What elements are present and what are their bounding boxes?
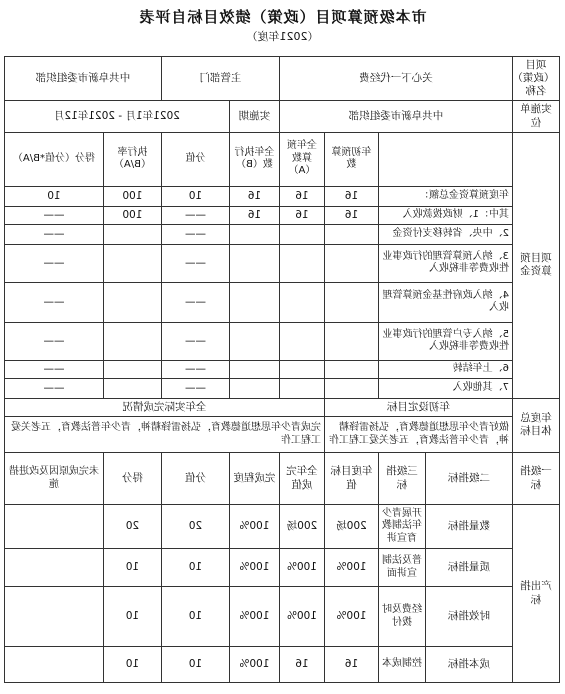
ind-header-level3: 三级指标	[379, 453, 426, 505]
ind-actual: 100%	[279, 587, 324, 647]
budget-row-score: ——	[4, 282, 103, 322]
ind-actual: 100%	[279, 549, 324, 587]
budget-row-score: 10	[4, 186, 103, 206]
budget-row-weight: 10	[161, 186, 229, 206]
budget-row-label: 4、纳入政府性基金预算管理收入	[379, 282, 513, 322]
budget-row-rate	[103, 360, 161, 378]
page-title: 市本级预算项目（政策）绩效目标自评表	[138, 8, 427, 26]
budget-row	[4, 378, 559, 398]
budget-row-rate	[103, 378, 161, 398]
unit-value: 中共阜新市委组织部	[279, 101, 512, 132]
project-name-value: 关心下一代经费	[279, 57, 512, 101]
goals-header-row	[4, 398, 559, 416]
budget-row	[4, 360, 559, 378]
ind-level2: 质量指标	[426, 549, 513, 587]
budget-row-weight: ——	[161, 282, 229, 322]
ind-score: 10	[103, 647, 161, 683]
budget-row	[4, 186, 559, 206]
budget-row-annual	[279, 282, 324, 322]
info-row-unit	[4, 101, 559, 132]
ind-actual: 16	[279, 647, 324, 683]
period-label: 实施期	[229, 101, 279, 132]
ind-weight: 10	[161, 587, 229, 647]
ind-target: 200场	[325, 505, 379, 549]
budget-row-initial: 16	[325, 206, 379, 224]
ind-target: 16	[325, 647, 379, 683]
budget-row-label: 6、上年结转	[379, 360, 513, 378]
budget-header-executed: 全年执行数（B）	[229, 132, 279, 186]
ind-score: 10	[103, 587, 161, 647]
budget-row-score: ——	[4, 206, 103, 224]
budget-row-label: 其中：1、财政拨款收入	[379, 206, 513, 224]
ind-level2: 时效指标	[426, 587, 513, 647]
budget-row-initial	[325, 282, 379, 322]
ind-level3: 开展青少年法制教育宣讲	[379, 505, 426, 549]
budget-header-rate: 执行率（B/A）	[103, 132, 161, 186]
budget-row-initial	[325, 224, 379, 244]
goals-content-row	[4, 417, 559, 453]
budget-row-initial: 16	[325, 186, 379, 206]
budget-row-label: 3、纳入预算管理的行政事业性收费等非税收入	[379, 244, 513, 282]
budget-row-score: ——	[4, 360, 103, 378]
ind-reason	[4, 505, 103, 549]
ind-reason	[4, 647, 103, 683]
indicator-row	[4, 505, 559, 549]
ind-level3: 经费及时拨付	[379, 587, 426, 647]
budget-header-score: 得分（分值*B/A）	[4, 132, 103, 186]
indicator-row	[4, 587, 559, 647]
budget-header-weight: 分值	[161, 132, 229, 186]
page-subtitle: （2021年度）	[246, 30, 319, 43]
ind-target: 100%	[325, 587, 379, 647]
budget-row-annual	[279, 244, 324, 282]
budget-header-annual: 全年预算数（A）	[279, 132, 324, 186]
budget-row-annual: 16	[279, 206, 324, 224]
budget-row	[4, 322, 559, 360]
ind-weight: 10	[161, 647, 229, 683]
ind-header-target: 年度目标值	[325, 453, 379, 505]
goals-planned-header: 年初设定目标	[325, 398, 513, 416]
budget-row-label: 5、纳入专户管理的行政事业性收费等非税收入	[379, 322, 513, 360]
budget-row-score: ——	[4, 244, 103, 282]
ind-target: 100%	[325, 549, 379, 587]
budget-section-label: 项目预算资金	[513, 132, 560, 398]
budget-row	[4, 224, 559, 244]
ind-header-score: 得分	[103, 453, 161, 505]
budget-row-annual	[279, 378, 324, 398]
budget-row-rate	[103, 322, 161, 360]
ind-score: 20	[103, 505, 161, 549]
indicators-header-row	[4, 453, 559, 505]
ind-level3: 普及法制宣讲面	[379, 549, 426, 587]
budget-row-annual	[279, 360, 324, 378]
evaluation-table	[4, 56, 560, 683]
ind-reason	[4, 549, 103, 587]
budget-row	[4, 282, 559, 322]
ind-score: 10	[103, 549, 161, 587]
budget-header-item	[379, 132, 513, 186]
ind-completion: 100%	[229, 587, 279, 647]
budget-row-score: ——	[4, 322, 103, 360]
ind-weight: 10	[161, 549, 229, 587]
ind-level2: 数量指标	[426, 505, 513, 549]
ind-header-reason: 未完成原因及改进措施	[4, 453, 103, 505]
dept-label: 主管部门	[161, 57, 279, 101]
budget-row-weight: ——	[161, 360, 229, 378]
budget-row-annual	[279, 322, 324, 360]
budget-row-label: 2、中央、省转移支付资金	[379, 224, 513, 244]
budget-header-initial: 年初预算数	[325, 132, 379, 186]
budget-row-label: 7、其他收入	[379, 378, 513, 398]
budget-row-weight: ——	[161, 322, 229, 360]
ind-header-weight: 分值	[161, 453, 229, 505]
budget-row-initial	[325, 360, 379, 378]
info-row-project	[4, 57, 559, 101]
budget-row-score: ——	[4, 378, 103, 398]
project-name-label: 项目（政策）名称	[513, 57, 560, 101]
ind-reason	[4, 587, 103, 647]
budget-row-rate: 100	[103, 186, 161, 206]
ind-header-actual: 全年完成值	[279, 453, 324, 505]
ind-level3: 控制成本	[379, 647, 426, 683]
goals-section-label: 年度总体目标	[513, 398, 560, 452]
budget-row-initial	[325, 378, 379, 398]
budget-row-weight: ——	[161, 224, 229, 244]
ind-weight: 20	[161, 505, 229, 549]
ind-actual: 200场	[279, 505, 324, 549]
dept-value: 中共阜新市委组织部	[4, 57, 161, 101]
budget-row-executed	[229, 244, 279, 282]
budget-header-row	[4, 132, 559, 186]
ind-completion: 100%	[229, 549, 279, 587]
indicator-row	[4, 647, 559, 683]
budget-row-rate	[103, 244, 161, 282]
budget-row-rate	[103, 224, 161, 244]
budget-row-score: ——	[4, 224, 103, 244]
budget-row-weight: ——	[161, 206, 229, 224]
budget-row-executed	[229, 282, 279, 322]
ind-header-level1: 一级指标	[513, 453, 560, 505]
unit-label: 实施单位	[513, 101, 560, 132]
goals-actual-header: 全年实际完成情况	[4, 398, 324, 416]
budget-row-rate	[103, 282, 161, 322]
budget-row-weight: ——	[161, 244, 229, 282]
ind-header-completion: 完成程度	[229, 453, 279, 505]
budget-row-rate: 100	[103, 206, 161, 224]
budget-row-initial	[325, 244, 379, 282]
budget-row	[4, 206, 559, 224]
budget-row-weight: ——	[161, 378, 229, 398]
ind-completion: 100%	[229, 505, 279, 549]
ind-level1: 产出指标	[513, 505, 560, 683]
ind-header-level2: 二级指标	[426, 453, 513, 505]
budget-row-annual	[279, 224, 324, 244]
budget-row-executed: 16	[229, 206, 279, 224]
ind-completion: 100%	[229, 647, 279, 683]
goals-actual-text: 完成青少年思想道德教育，弘扬雷锋精神，青少年普法教育，五老关爱工程工作	[4, 417, 324, 453]
period-value: 2021年1月 - 2021年12月	[4, 101, 229, 132]
budget-row	[4, 244, 559, 282]
budget-row-executed: 16	[229, 186, 279, 206]
budget-row-executed	[229, 360, 279, 378]
budget-row-label: 年度预算资金总额：	[379, 186, 513, 206]
budget-row-executed	[229, 224, 279, 244]
goals-planned-text: 做好青少年思想道德教育，弘扬雷锋精神，青少年普法教育，五老关爱工程工作	[325, 417, 513, 453]
budget-row-initial	[325, 322, 379, 360]
ind-level2: 成本指标	[426, 647, 513, 683]
indicator-row	[4, 549, 559, 587]
budget-row-executed	[229, 378, 279, 398]
budget-row-executed	[229, 322, 279, 360]
budget-row-annual: 16	[279, 186, 324, 206]
